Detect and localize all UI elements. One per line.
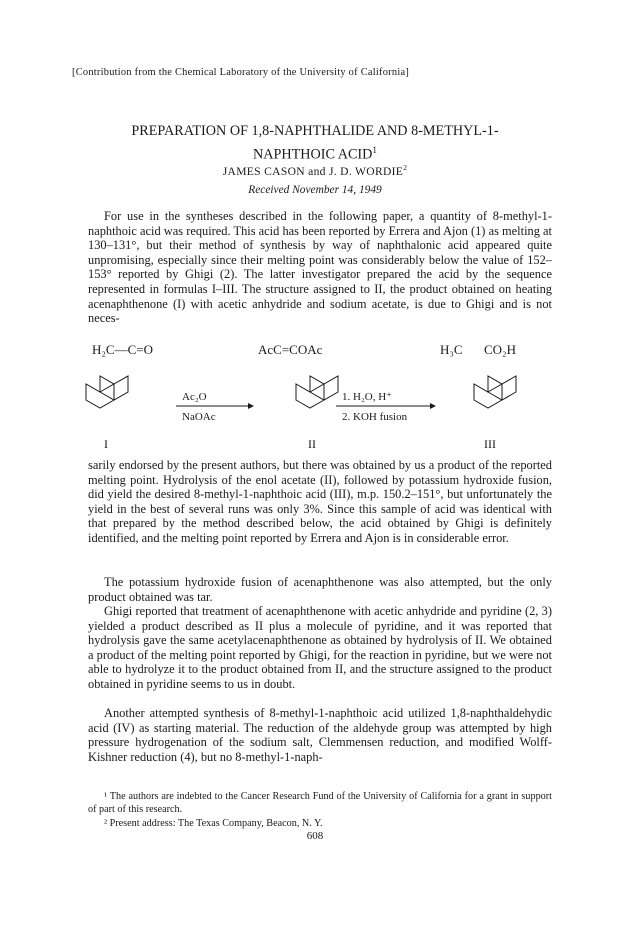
arrow-1-head	[248, 403, 254, 409]
reaction-scheme	[80, 342, 550, 454]
compound-number-III: III	[484, 437, 496, 451]
label-III-top-left: H₃C	[440, 342, 463, 357]
label-I-top: H₂C—C=O	[92, 342, 153, 357]
article-title-line-1: PREPARATION OF 1,8-NAPHTHALIDE AND 8-METHYL-1-	[131, 123, 499, 139]
title-footnote-marker: 1	[372, 145, 378, 155]
contribution-header: [Contribution from the Chemical Laboratory of the University of California]	[72, 67, 410, 78]
arrow1-top-label: Ac₂O	[182, 391, 207, 403]
compound-number-II: II	[308, 437, 316, 451]
arrow1-bottom-label: NaOAc	[182, 411, 216, 423]
arrow2-bottom-label: 2. KOH fusion	[342, 411, 408, 423]
paragraph-aldehydic-acid: Another attempted synthesis of 8-methyl-1-naphthoic acid utilized 1,8-naphthaldehydic acid (IV) as starting material. The reduction of the aldehyde group was attempted by high pressure hydrogenation of the sodium salt, Clemmensen reduction, and modified Wolff-Kishner reduction (4), but no 8-methyl-1-naph-	[88, 706, 552, 764]
paragraph-pyridine: Ghigi reported that treatment of acenaphthenone with acetic anhydride and pyridine (2, 3) yielded a product described as II plus a molecule of pyridine, and it was reported that hydrolysis gave the same acetylacenaphthenone as obtained by hydrolysis of II. We obtained a product of the melting point reported by Ghigi, for the reaction in pyridine, but we were not able to hydrolyze it to the product obtained from II, and the structure assigned to the product obtained in pyridine seems to us in doubt.	[88, 604, 552, 691]
naphthalene-ring-III	[474, 376, 516, 408]
paragraph-hydrolysis: sarily endorsed by the present authors, but there was obtained by us a product of the reported melting point. Hydrolysis of the enol acetate (II), followed by potassium hydroxide fusion, did yield the desired 8-methyl-1-naphthoic acid (III), m.p. 150.2–151°, but unfortunately the yield in the best of several runs was only 3%. Since this sample of acid was identical with that prepared by the method described below, the acid obtained by Ghigi is definitely identified, and the melting point reported by Errera and Ajon is in considerable error.	[88, 458, 552, 545]
naphthalene-ring-II	[296, 376, 338, 408]
footnote-2: ² Present address: The Texas Company, Beacon, N. Y.	[104, 818, 323, 829]
compound-number-I: I	[104, 437, 108, 451]
article-title-line-2	[60, 141, 570, 165]
page-number: 608	[306, 830, 324, 842]
arrow-2-head	[430, 403, 436, 409]
paragraph-fusion: The potassium hydroxide fusion of acenaphthenone was also attempted, but the only product obtained was tar.	[88, 575, 552, 604]
arrow2-top-label: 1. H₂O, H⁺	[342, 391, 392, 403]
title-text: NAPHTHOIC ACID	[252, 146, 373, 163]
authors-footnote-marker: 2	[403, 163, 408, 172]
footnote-1: ¹ The authors are indebted to the Cancer Research Fund of the University of California for a grant in support of part of this research.	[88, 791, 552, 815]
authors-line	[60, 163, 570, 178]
authors: JAMES CASON and J. D. WORDIE	[222, 164, 404, 178]
received-date: Received November 14, 1949	[248, 184, 382, 196]
label-III-top-right: CO₂H	[484, 342, 516, 357]
label-II-top: AcC=COAc	[258, 342, 323, 357]
paragraph-intro: For use in the syntheses described in the following paper, a quantity of 8-methyl-1-naphthoic acid was required. This acid has been reported by Errera and Ajon (1) as melting at 130–131°, but their method of synthesis by way of naphthalonic acid appeared quite unpromising, especially since their melting point was considerably below the value of 152–153° reported by Ghigi (2). The latter investigator prepared the acid by the sequence represented in formulas I–III. The structure assigned to II, the product obtained on heating acenaphthenone (I) with acetic anhydride and sodium acetate, is due to Ghigi and is not neces-	[88, 209, 552, 326]
naphthalene-ring-I	[86, 376, 128, 408]
